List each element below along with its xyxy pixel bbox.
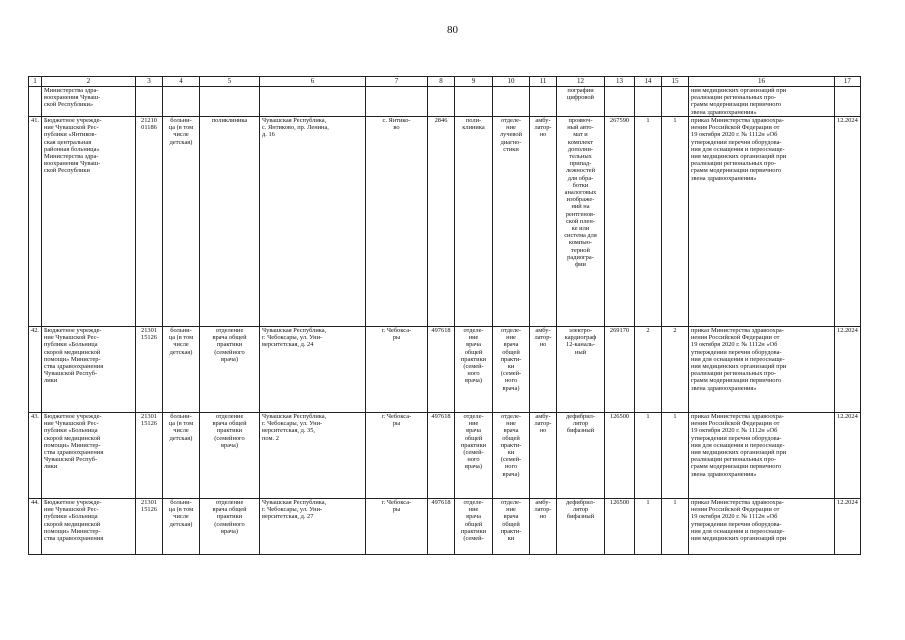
cell-empty bbox=[200, 87, 260, 117]
cell-basis: приказ Министерства здравоохра- нения Российской Федерации от 19 октября 2020 г. № 1112н «Об утверждении перечня оборудова- ния для оснащения и переоснаще- ния медицинских организаций при реализации региональных про- грамм модернизации первичного звена здравоохранения» bbox=[689, 117, 835, 327]
cell-empty bbox=[260, 87, 366, 117]
cell-quantity: 1 bbox=[662, 499, 689, 555]
cell-organization: Бюджетное учрежде- ние Чувашской Рес- публики «Янтиков- ская центральная районная больница» Министерства здра- воохранения Чуваш- ской Республики bbox=[42, 117, 136, 327]
table-row bbox=[29, 499, 861, 555]
cell-department: отделение врача общей практики (семейного врача) bbox=[200, 413, 260, 499]
column-number: 9 bbox=[455, 77, 493, 87]
cell-population: 497618 bbox=[428, 327, 455, 413]
table-row bbox=[29, 117, 861, 327]
column-number: 8 bbox=[428, 77, 455, 87]
cell-population: 497618 bbox=[428, 499, 455, 555]
cell-unit: отделе- ние врача общей практики (семей- bbox=[455, 499, 493, 555]
cell-date: 12.2024 bbox=[835, 327, 861, 413]
column-number: 17 bbox=[835, 77, 861, 87]
cell-empty bbox=[455, 87, 493, 117]
column-number: 12 bbox=[557, 77, 605, 87]
cell-organization: Бюджетное учрежде- ние Чувашской Рес- публики «Больница скорой медицинской помощи» Министер- ства здравоохранения Чувашской Респуб- лики bbox=[42, 327, 136, 413]
column-number: 4 bbox=[163, 77, 200, 87]
cell-equipment: дефибрил- лятор бифазный bbox=[557, 499, 605, 555]
cell-price: 126500 bbox=[605, 413, 635, 499]
cell-empty bbox=[163, 87, 200, 117]
column-number: 13 bbox=[605, 77, 635, 87]
table-row bbox=[29, 327, 861, 413]
column-number: 15 bbox=[662, 77, 689, 87]
column-number: 11 bbox=[530, 77, 557, 87]
cell-address: Чувашская Республика, г. Чебоксары, ул. Уни- верситетская, д. 35, пом. 2 bbox=[260, 413, 366, 499]
cell-department: отделение врача общей практики (семейного врача) bbox=[200, 499, 260, 555]
cell-empty bbox=[366, 87, 428, 117]
cell-basis: приказ Министерства здравоохра- нения Российской Федерации от 19 октября 2020 г. № 1112н «Об утверждении перечня оборудова- ния для оснащения и переоснаще- ния медицинских организаций при реализации региональных про- грамм модернизации первичного звена здравоохранения» bbox=[689, 413, 835, 499]
cell-organization: Министерства здра- воохранения Чуваш- ской Республики» bbox=[42, 87, 136, 117]
cell-locality: с. Янтико- во bbox=[366, 117, 428, 327]
cell-basis: приказ Министерства здравоохра- нения Российской Федерации от 19 октября 2020 г. № 1112н «Об утверждении перечня оборудова- ния для оснащения и переоснаще- ния медицинских организаций при реализации региональных про- грамм модернизации первичного звена здравоохранения» bbox=[689, 327, 835, 413]
cell-empty bbox=[136, 87, 163, 117]
cell-locality: г. Чебокса- ры bbox=[366, 413, 428, 499]
cell-care-mode: амбу- латор- но bbox=[530, 117, 557, 327]
cell-quantity: 1 bbox=[662, 117, 689, 327]
cell-row-number: 41. bbox=[29, 117, 42, 327]
cell-price: 269170 bbox=[605, 327, 635, 413]
cell-empty bbox=[29, 87, 42, 117]
cell-code: 21301 15126 bbox=[136, 413, 163, 499]
cell-code: 21301 15126 bbox=[136, 327, 163, 413]
column-number: 10 bbox=[493, 77, 530, 87]
cell-row-number: 43. bbox=[29, 413, 42, 499]
column-number: 5 bbox=[200, 77, 260, 87]
cell-empty bbox=[605, 87, 635, 117]
cell-equipment: электро- кардиограф 12-каналь- ный bbox=[557, 327, 605, 413]
cell-empty bbox=[662, 87, 689, 117]
column-number: 16 bbox=[689, 77, 835, 87]
cell-population: 497618 bbox=[428, 413, 455, 499]
cell-department: отделение врача общей практики (семейного врача) bbox=[200, 327, 260, 413]
column-number: 3 bbox=[136, 77, 163, 87]
cell-empty bbox=[428, 87, 455, 117]
cell-empty bbox=[835, 87, 861, 117]
cell-subunit: отделе- ние лучевой диагно- стики bbox=[493, 117, 530, 327]
cell-unit: отделе- ние врача общей практики (семей- ного врача) bbox=[455, 327, 493, 413]
column-number: 14 bbox=[635, 77, 662, 87]
cell-quantity: 1 bbox=[635, 499, 662, 555]
cell-facility-type: больни- ца (в том числе детская) bbox=[163, 413, 200, 499]
cell-quantity: 1 bbox=[635, 413, 662, 499]
cell-date: 12.2024 bbox=[835, 117, 861, 327]
cell-subunit: отделе- ние врача общей практи- ки (семей- ного врача) bbox=[493, 413, 530, 499]
cell-code: 21301 15126 bbox=[136, 499, 163, 555]
cell-department: поликлиника bbox=[200, 117, 260, 327]
cell-date: 12.2024 bbox=[835, 413, 861, 499]
cell-facility-type: больни- ца (в том числе детская) bbox=[163, 117, 200, 327]
cell-organization: Бюджетное учрежде- ние Чувашской Рес- публики «Больница скорой медицинской помощи» Министер- ства здравоохранения bbox=[42, 499, 136, 555]
cell-date: 12.2024 bbox=[835, 499, 861, 555]
cell-subunit: отделе- ние врача общей практи- ки bbox=[493, 499, 530, 555]
cell-code: 21210 01186 bbox=[136, 117, 163, 327]
cell-equipment: проявоч- ный авто- мат и комплект дополни- тельных припад- лежностей для обра- ботки аналоговых изображе- ний на рентгенов- ской плен- ке или система для компью- терной радиогра- фии bbox=[557, 117, 605, 327]
column-number-row bbox=[29, 77, 861, 87]
cell-quantity: 1 bbox=[662, 413, 689, 499]
column-number: 7 bbox=[366, 77, 428, 87]
cell-row-number: 44. bbox=[29, 499, 42, 555]
cell-price: 126500 bbox=[605, 499, 635, 555]
continued-row bbox=[29, 87, 861, 117]
cell-quantity: 1 bbox=[635, 117, 662, 327]
cell-empty bbox=[635, 87, 662, 117]
cell-row-number: 42. bbox=[29, 327, 42, 413]
cell-empty bbox=[493, 87, 530, 117]
cell-facility-type: больни- ца (в том числе детская) bbox=[163, 499, 200, 555]
cell-subunit: отделе- ние врача общей практи- ки (семей- ного врача) bbox=[493, 327, 530, 413]
table-row bbox=[29, 413, 861, 499]
cell-unit: отделе- ние врача общей практики (семей- ного врача) bbox=[455, 413, 493, 499]
cell-empty bbox=[530, 87, 557, 117]
equipment-table bbox=[28, 76, 861, 555]
cell-equipment: пографии цифровой bbox=[557, 87, 605, 117]
cell-address: Чувашская Республика, с. Янтиково, пр. Ленина, д. 16 bbox=[260, 117, 366, 327]
cell-population: 2846 bbox=[428, 117, 455, 327]
cell-quantity: 2 bbox=[662, 327, 689, 413]
cell-address: Чувашская Республика, г. Чебоксары, ул. Уни- верситетская, д. 27 bbox=[260, 499, 366, 555]
cell-quantity: 2 bbox=[635, 327, 662, 413]
cell-locality: г. Чебокса- ры bbox=[366, 327, 428, 413]
cell-organization: Бюджетное учрежде- ние Чувашской Рес- публики «Больница скорой медицинской помощи» Министер- ства здравоохранения Чувашской Респуб- лики bbox=[42, 413, 136, 499]
cell-locality: г. Чебокса- ры bbox=[366, 499, 428, 555]
page-number: 80 bbox=[447, 24, 458, 36]
cell-address: Чувашская Республика, г. Чебоксары, ул. Уни- верситетская, д. 24 bbox=[260, 327, 366, 413]
cell-price: 267590 bbox=[605, 117, 635, 327]
cell-care-mode: амбу- латор- но bbox=[530, 499, 557, 555]
cell-care-mode: амбу- латор- но bbox=[530, 327, 557, 413]
cell-care-mode: амбу- латор- но bbox=[530, 413, 557, 499]
cell-equipment: дефибрил- лятор бифазный bbox=[557, 413, 605, 499]
cell-basis: приказ Министерства здравоохра- нения Российской Федерации от 19 октября 2020 г. № 1112н «Об утверждении перечня оборудова- ния для оснащения и переоснаще- ния медицинских организаций при bbox=[689, 499, 835, 555]
column-number: 2 bbox=[42, 77, 136, 87]
cell-basis: ния медицинских организаций при реализации региональных про- грамм модернизации первичного звена здравоохранения» bbox=[689, 87, 835, 117]
cell-facility-type: больни- ца (в том числе детская) bbox=[163, 327, 200, 413]
column-number: 1 bbox=[29, 77, 42, 87]
cell-unit: поли- клиника bbox=[455, 117, 493, 327]
column-number: 6 bbox=[260, 77, 366, 87]
